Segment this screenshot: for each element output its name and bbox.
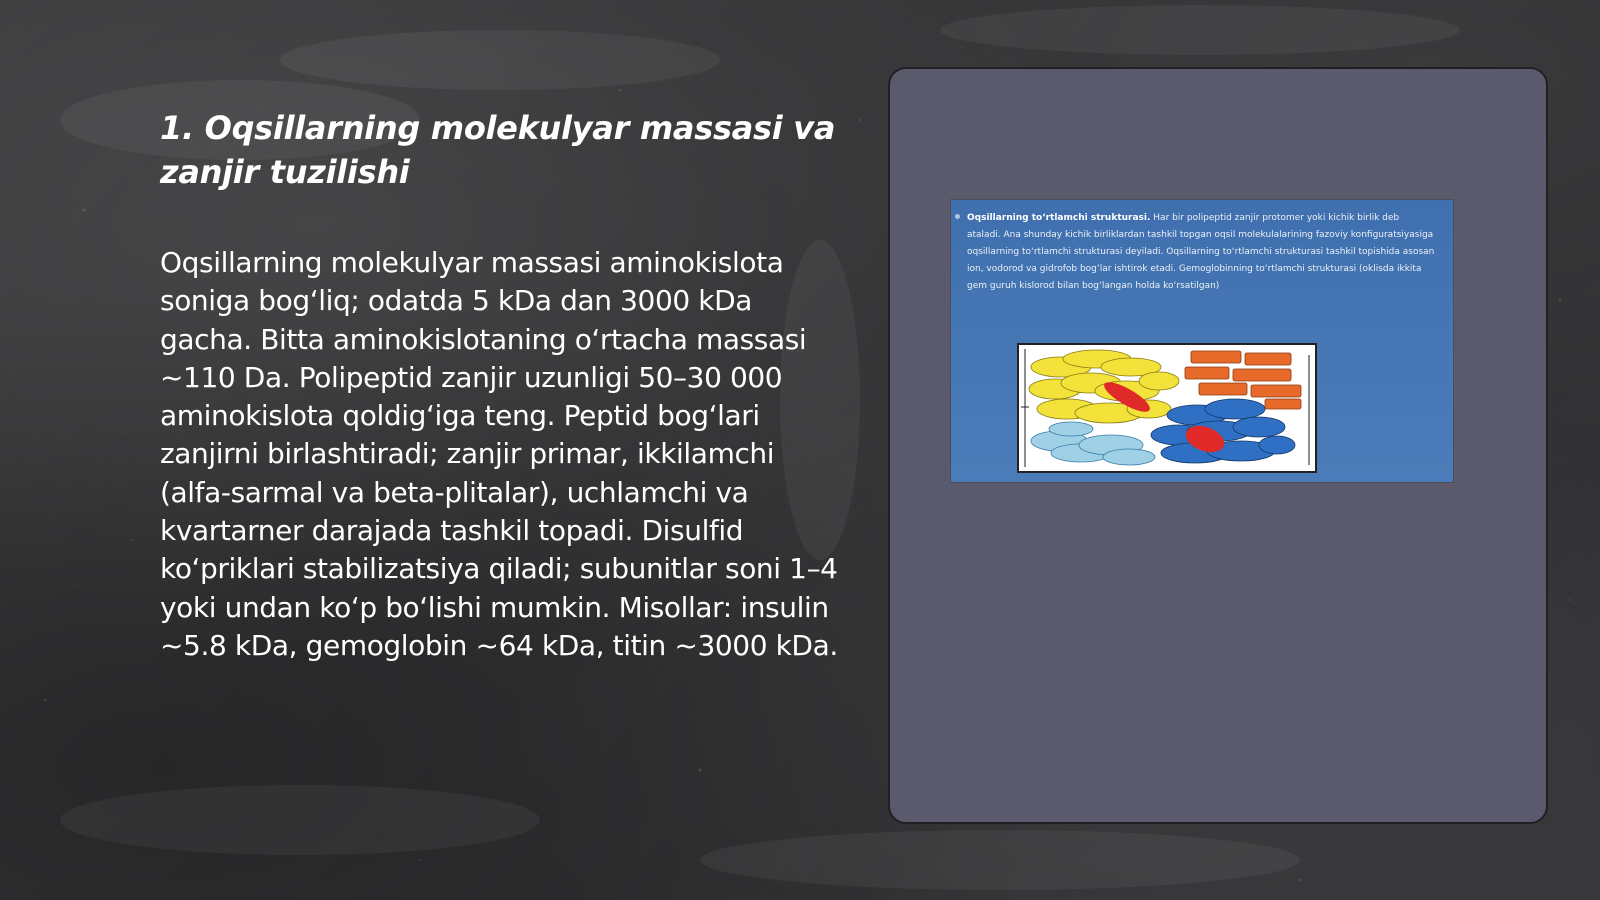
figure-caption <box>967 210 1435 295</box>
slide-body-text: Oqsillarning molekulyar massasi aminokislota soniga bog‘liq; odatda 5 kDa dan 3000 kDa gacha. Bitta aminokislotaning o‘rtacha massasi ~110 Da. Polipeptid zanjir uzunligi 50–30 000 aminokislota qoldig‘iga teng. Peptid bog‘lari zanjirni birlashtiradi; zanjir primar, ikkilamchi (alfa-sarmal va beta-plitalar), uchlamchi va kvartarner darajada tashkil topadi. Disulfid ko‘priklari stabilizatsiya qiladi; subunitlar soni 1–4 yoki undan ko‘p bo‘lishi mumkin. Misollar: insulin ~5.8 kDa, gemoglobin ~64 kDa, titin ~3000 kDa. <box>160 246 838 662</box>
text-column <box>160 106 840 665</box>
slide-title: 1. Oqsillarning molekulyar massasi va zanjir tuzilishi <box>160 109 836 191</box>
hemoglobin-diagram <box>1017 343 1317 473</box>
image-frame <box>888 67 1548 824</box>
bullet-icon <box>955 214 960 219</box>
figure-caption-lead: Oqsillarning to‘rtlamchi strukturasi. <box>967 213 1151 223</box>
figure-caption-text: Har bir polipeptid zanjir protomer yoki kichik birlik deb ataladi. Ana shunday kichik birliklardan tashkil topgan oqsil molekulalarining fazoviy konfiguratsiyasiga oqsillarning to‘rtlamchi strukturasi deyiladi. Oqsillarning to‘rtlamchi strukturasi tashkil topishida asosan ion, vodorod va gidrofob bog‘lar ishtirok etadi. Gemoglobinning to‘rtlamchi strukturasi (oklisda ikkita gem guruh kislorod bilan bog‘langan holda ko‘rsatilgan) <box>967 213 1435 291</box>
textbook-figure <box>951 200 1453 482</box>
hemoglobin-quaternary-structure-image <box>1019 345 1315 471</box>
